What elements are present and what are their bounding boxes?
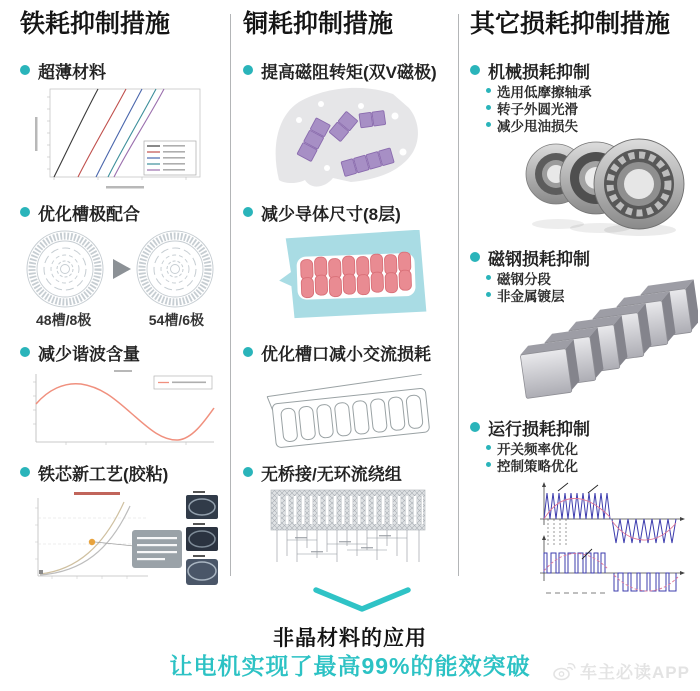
caption-54-slot: 54槽/6极 bbox=[148, 312, 204, 328]
item-label: 无桥接/无环流绕组 bbox=[261, 464, 402, 484]
bullet-icon bbox=[20, 467, 30, 477]
sub-label: 磁钢分段 bbox=[497, 271, 551, 287]
sine-wave-chart bbox=[26, 368, 220, 452]
motor-captions bbox=[22, 310, 218, 330]
column-divider bbox=[230, 14, 231, 576]
bullet-item bbox=[20, 58, 228, 82]
sub-item bbox=[486, 456, 698, 473]
section-conductor-size bbox=[243, 200, 456, 320]
bearings-photo bbox=[518, 124, 688, 236]
bullet-item bbox=[470, 58, 698, 82]
section-slot-opening bbox=[243, 340, 456, 450]
chevron-down-icon bbox=[310, 586, 414, 619]
item-label: 减少谐波含量 bbox=[38, 344, 140, 364]
core-process-figure bbox=[22, 488, 220, 588]
bullet-item bbox=[20, 460, 228, 484]
bullet-icon bbox=[470, 422, 480, 432]
bullet-item bbox=[470, 245, 698, 269]
section-core-process bbox=[20, 460, 228, 588]
sub-label: 转子外圆光滑 bbox=[497, 101, 578, 117]
sub-item bbox=[486, 439, 698, 456]
column-iron-loss bbox=[20, 8, 228, 484]
watermark-text: 车主必读APP bbox=[580, 663, 690, 682]
bullet-icon bbox=[20, 347, 30, 357]
item-label: 机械损耗抑制 bbox=[488, 62, 590, 82]
v-magnet-diagram bbox=[265, 84, 433, 188]
motor-54slot bbox=[137, 231, 213, 307]
bullet-item bbox=[20, 340, 228, 364]
sub-label: 减少甩油损失 bbox=[497, 118, 578, 134]
sub-label: 开关频率优化 bbox=[497, 441, 578, 457]
column-title-copper: 铜耗抑制措施 bbox=[243, 10, 394, 38]
motor-48slot bbox=[27, 231, 103, 307]
pwm-waveform-diagram bbox=[530, 481, 688, 599]
sub-bullet-icon bbox=[486, 122, 491, 127]
sub-bullet-icon bbox=[486, 88, 491, 93]
column-divider bbox=[458, 14, 459, 576]
column-title-other: 其它损耗抑制措施 bbox=[470, 10, 671, 38]
item-label: 减少导体尺寸(8层) bbox=[261, 204, 401, 224]
caption-48-slot: 48槽/8极 bbox=[36, 312, 92, 328]
winding-diagram bbox=[267, 488, 431, 568]
item-label: 提高磁阻转矩(双V磁极) bbox=[261, 62, 437, 82]
item-label: 超薄材料 bbox=[38, 62, 106, 82]
section-winding bbox=[243, 460, 456, 568]
slot-outline-diagram bbox=[265, 370, 435, 450]
bullet-icon bbox=[243, 65, 253, 75]
sub-bullet-icon bbox=[486, 105, 491, 110]
bullet-icon bbox=[243, 467, 253, 477]
bullet-icon bbox=[243, 207, 253, 217]
watermark bbox=[552, 658, 690, 683]
section-magnet-loss bbox=[470, 245, 698, 413]
item-label: 优化槽口减小交流损耗 bbox=[261, 344, 431, 364]
weibo-icon bbox=[552, 661, 576, 681]
column-copper-loss bbox=[243, 8, 456, 484]
bullet-icon bbox=[470, 65, 480, 75]
bullet-icon bbox=[20, 207, 30, 217]
section-operating-loss bbox=[470, 415, 698, 615]
bullet-item bbox=[20, 200, 228, 224]
section-thin-material bbox=[20, 58, 228, 193]
column-other-loss bbox=[470, 8, 698, 474]
sub-item bbox=[486, 99, 698, 116]
sub-bullet-icon bbox=[486, 445, 491, 450]
footer-highlight: 让电机实现了最高99%的能效突破 bbox=[169, 653, 531, 679]
item-label: 运行损耗抑制 bbox=[488, 419, 590, 439]
conductor-slot-diagram bbox=[273, 230, 435, 320]
bullet-icon bbox=[20, 65, 30, 75]
sub-bullet-icon bbox=[486, 462, 491, 467]
sub-label: 控制策略优化 bbox=[497, 458, 578, 474]
bullet-item bbox=[243, 460, 456, 484]
sub-item bbox=[486, 82, 698, 99]
sub-bullet-icon bbox=[486, 292, 491, 297]
bullet-item bbox=[243, 200, 456, 224]
footer-title: 非晶材料的应用 bbox=[273, 627, 427, 650]
bullet-icon bbox=[470, 252, 480, 262]
section-harmonics bbox=[20, 340, 228, 452]
bullet-item bbox=[243, 340, 456, 364]
bh-curves-chart bbox=[30, 85, 208, 193]
item-label: 铁芯新工艺(胶粘) bbox=[38, 464, 169, 484]
section-reluctance-torque bbox=[243, 58, 456, 188]
motor-cross-sections bbox=[20, 228, 220, 310]
bullet-item bbox=[243, 58, 456, 82]
section-slot-pole bbox=[20, 200, 228, 330]
sub-label: 选用低摩擦轴承 bbox=[497, 84, 592, 100]
sub-bullet-icon bbox=[486, 275, 491, 280]
bullet-item bbox=[470, 415, 698, 439]
arrow-right-icon bbox=[113, 259, 131, 279]
section-mechanical-loss bbox=[470, 58, 698, 244]
bullet-icon bbox=[243, 347, 253, 357]
core-photos bbox=[186, 491, 218, 585]
item-label: 磁钢损耗抑制 bbox=[488, 249, 590, 269]
sub-label: 非金属镀层 bbox=[497, 288, 565, 304]
column-title-iron: 铁耗抑制措施 bbox=[20, 10, 171, 38]
item-label: 优化槽极配合 bbox=[38, 204, 140, 224]
magnet-segments-photo bbox=[514, 271, 698, 405]
